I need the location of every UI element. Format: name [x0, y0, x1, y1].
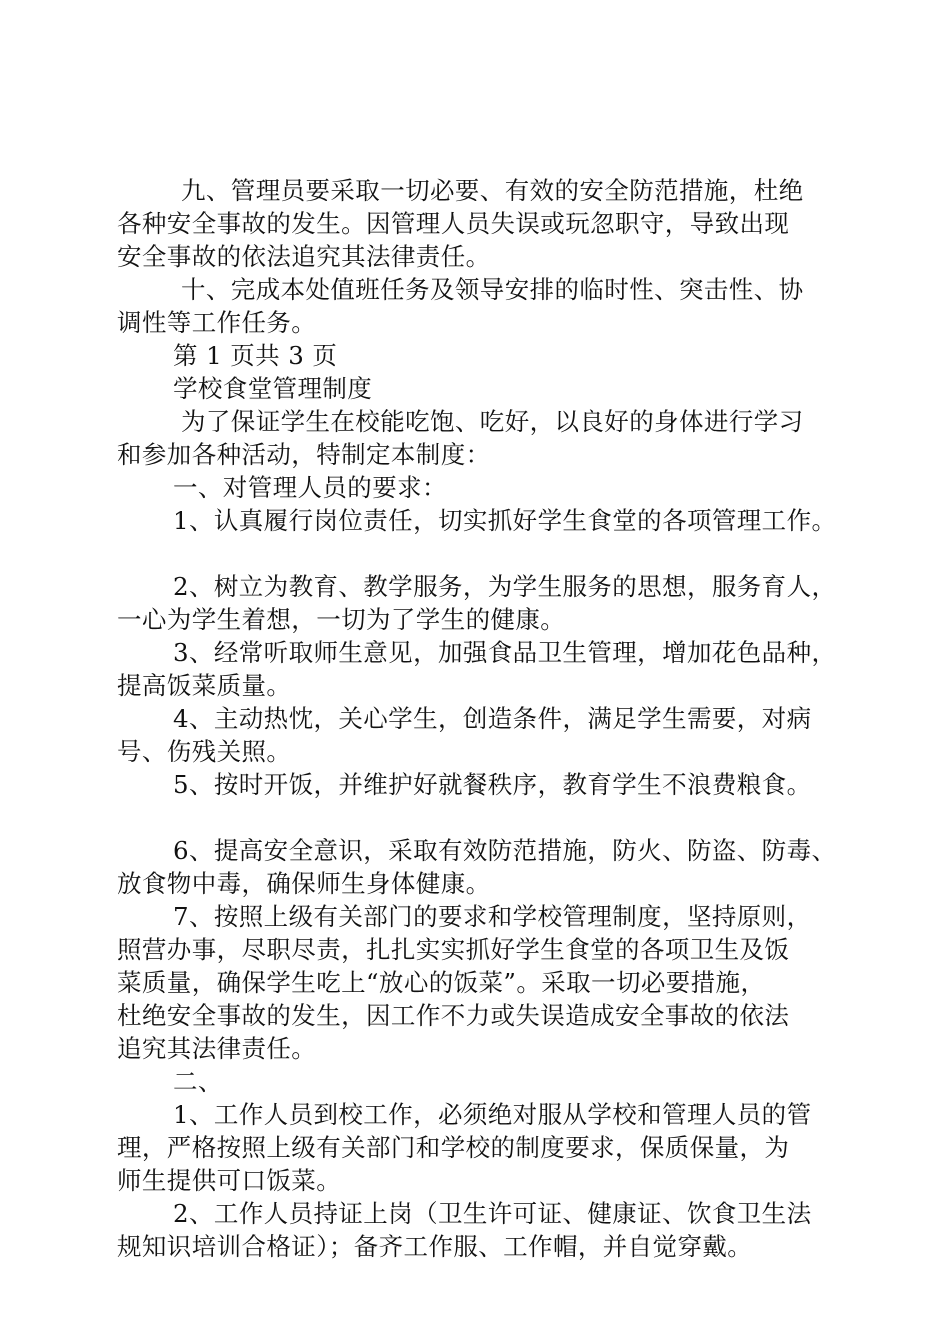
- section-heading: 一、对管理人员的要求：: [173, 473, 447, 502]
- text-line: 2、工作人员持证上岗（卫生许可证、健康证、饮食卫生法: [173, 1199, 812, 1228]
- text-line: 放食物中毒，确保师生身体健康。: [117, 869, 491, 898]
- document-body: [117, 174, 857, 1263]
- text-line: 追究其法律责任。: [117, 1034, 317, 1063]
- text-line: 3、经常听取师生意见，加强食品卫生管理，增加花色品种，: [173, 638, 837, 667]
- text-line: 7、按照上级有关部门的要求和学校管理制度，坚持原则，: [173, 902, 812, 931]
- text-line: 6、提高安全意识，采取有效防范措施，防火、防盗、防毒、: [173, 836, 837, 865]
- text-line: 规知识培训合格证）；备齐工作服、工作帽，并自觉穿戴。: [117, 1232, 753, 1261]
- text-line: 和参加各种活动，特制定本制度：: [117, 440, 491, 469]
- text-line: 4、主动热忱，关心学生，创造条件，满足学生需要，对病: [173, 704, 812, 733]
- text-line: 九、管理员要采取一切必要、有效的安全防范措施，杜绝: [181, 176, 804, 205]
- section-heading: 二、: [173, 1067, 223, 1096]
- page-number: 第 1 页共 3 页: [173, 341, 338, 370]
- text-line: 师生提供可口饭菜。: [117, 1166, 342, 1195]
- text-line: 5、按时开饭，并维护好就餐秩序，教育学生不浪费粮食。: [173, 770, 812, 799]
- text-line: 各种安全事故的发生。因管理人员失误或玩忽职守，导致出现: [117, 209, 790, 238]
- text-line: 1、认真履行岗位责任，切实抓好学生食堂的各项管理工作。: [173, 506, 837, 535]
- text-line: 理，严格按照上级有关部门和学校的制度要求，保质保量，为: [117, 1133, 790, 1162]
- blank-line: [117, 801, 857, 834]
- text-line: 2、树立为教育、教学服务，为学生服务的思想，服务育人，: [173, 572, 837, 601]
- text-line: 提高饭菜质量。: [117, 671, 292, 700]
- text-line: 1、工作人员到校工作，必须绝对服从学校和管理人员的管: [173, 1100, 812, 1129]
- text-line: 十、完成本处值班任务及领导安排的临时性、突击性、协: [181, 275, 804, 304]
- section-title: 学校食堂管理制度: [173, 374, 373, 403]
- text-line: 为了保证学生在校能吃饱、吃好，以良好的身体进行学习: [181, 407, 804, 436]
- text-line: 调性等工作任务。: [117, 308, 317, 337]
- text-line: 一心为学生着想，一切为了学生的健康。: [117, 605, 566, 634]
- text-line: 号、伤残关照。: [117, 737, 292, 766]
- text-line: 安全事故的依法追究其法律责任。: [117, 242, 491, 271]
- text-line: 杜绝安全事故的发生，因工作不力或失误造成安全事故的依法: [117, 1001, 790, 1030]
- blank-line: [117, 537, 857, 570]
- text-line: 菜质量，确保学生吃上“放心的饭菜”。采取一切必要措施，: [117, 968, 766, 997]
- text-line: 照营办事，尽职尽责，扎扎实实抓好学生食堂的各项卫生及饭: [117, 935, 790, 964]
